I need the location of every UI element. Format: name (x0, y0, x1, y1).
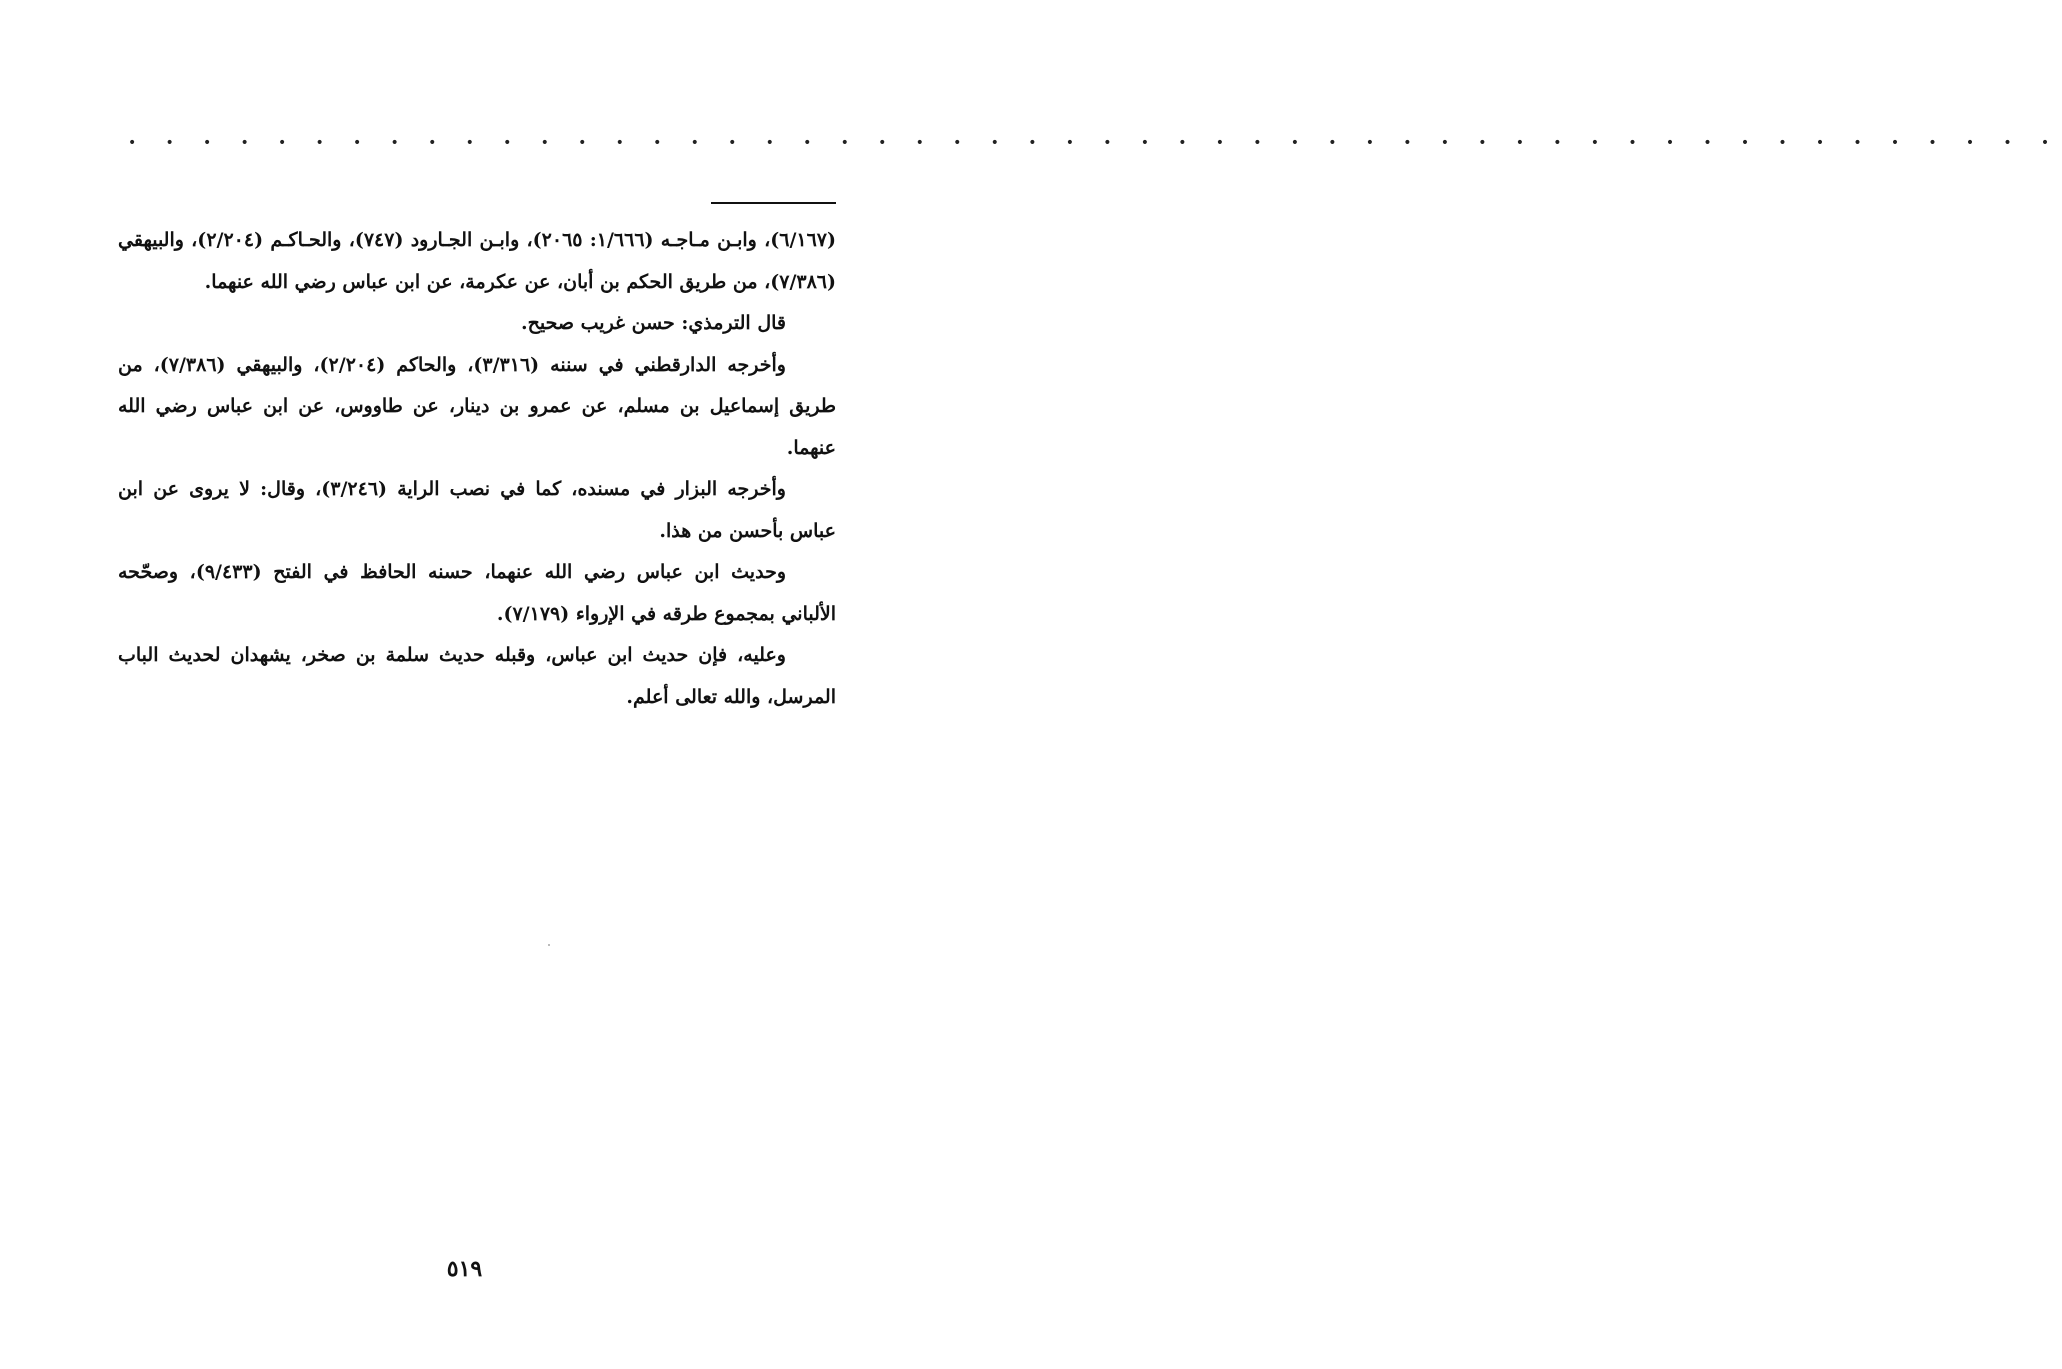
dotted-separator: • • • • • • • • • • • • • • • • • • • • • • • • • • • • • • • • • • • • • • • • • • • • • • • • • • • • (128, 135, 2062, 151)
paragraph-6: وعليه، فإن حديث ابن عباس، وقبله حديث سلمة بن صخر، يشهدان لحديث الباب المرسل، والله تعالى أعلم. (118, 644, 836, 708)
footnote-rule (711, 202, 836, 204)
scan-speck (548, 944, 550, 946)
paragraph-4: وأخرجه البزار في مسنده، كما في نصب الراية (٣/٢٤٦)، وقال: لا يروى عن ابن عباس بأحسن من هذا. (118, 478, 836, 542)
paragraph-3: وأخرجه الدارقطني في سننه (٣/٣١٦)، والحاكم (٢/٢٠٤)، والبيهقي (٧/٣٨٦)، من طريق إسماعيل بن مسلم، عن عمرو بن دينار، عن طاووس، عن ابن عباس رضي الله عنهما. (118, 353, 836, 459)
page-number: ٥١٩ (446, 1256, 483, 1282)
footnote-text (118, 220, 836, 718)
paragraph-5: وحديث ابن عباس رضي الله عنهما، حسنه الحافظ في الفتح (٩/٤٣٣)، وصحّحه الألباني بمجموع طرقه في الإرواء (٧/١٧٩). (118, 561, 836, 625)
paragraph-2: قال الترمذي: حسن غريب صحيح. (521, 312, 786, 334)
paragraph-1: (٦/١٦٧)، وابـن مـاجـه (١/٦٦٦: ٢٠٦٥)، وابـن الجـارود (٧٤٧)، والحـاكـم (٢/٢٠٤)، والبيهقي (٧/٣٨٦)، من طريق الحكم بن أبان، عن عكرمة، عن ابن عباس رضي الله عنهما. (118, 229, 837, 293)
